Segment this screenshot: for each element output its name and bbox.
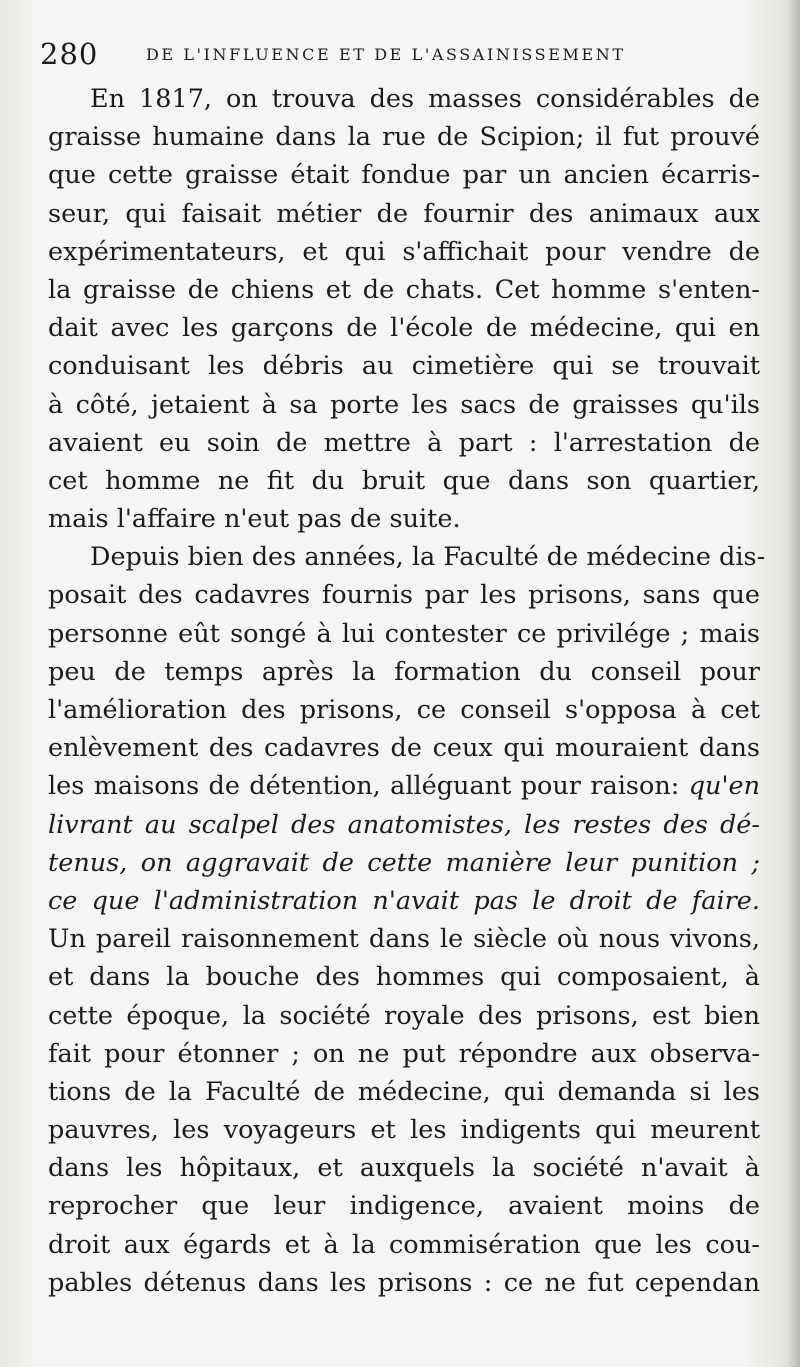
text-line xyxy=(48,767,760,805)
text-line-italic: qu'en xyxy=(688,771,760,802)
text-line: reprocher que leur indigence, avaient moins de xyxy=(48,1191,760,1222)
text-line: conduisant les débris au cimetière qui se trouvait xyxy=(48,351,760,382)
text-line: posait des cadavres fournis par les prisons, sans que xyxy=(48,580,760,611)
text-line: à côté, jetaient à sa porte les sacs de graisses qu'ils xyxy=(48,389,760,420)
text-line: peu de temps après la formation du conseil pour xyxy=(48,656,760,687)
text-line-italic: ce que l'administration n'avait pas le droit de faire. xyxy=(48,885,760,916)
text-line: mais l'affaire n'eut pas de suite. xyxy=(48,504,461,535)
text-line: seur, qui faisait métier de fournir des animaux aux xyxy=(48,198,760,229)
text-line: personne eût songé à lui contester ce privilége ; mais xyxy=(48,618,760,649)
text-line: expérimentateurs, et qui s'affichait pour vendre de xyxy=(48,236,760,267)
text-line: Depuis bien des années, la Faculté de médecine dis- xyxy=(90,542,766,573)
page-number: 280 xyxy=(40,37,99,71)
text-line: Un pareil raisonnement dans le siècle où nous vivons, xyxy=(48,924,760,955)
text-line: avaient eu soin de mettre à part : l'arrestation de xyxy=(48,427,760,458)
text-line: graisse humaine dans la rue de Scipion; il fut prouvé xyxy=(48,122,760,153)
text-line: dait avec les garçons de l'école de médecine, qui en xyxy=(48,313,760,344)
text-line-italic: tenus, on aggravait de cette manière leur punition ; xyxy=(48,847,760,878)
text-line: dans les hôpitaux, et auxquels la société n'avait à xyxy=(48,1153,760,1184)
text-line: et dans la bouche des hommes qui composaient, à xyxy=(48,962,760,993)
text-line: droit aux égards et à la commisération que les cou- xyxy=(48,1229,760,1260)
text-line-italic: livrant au scalpel des anatomistes, les restes des dé- xyxy=(48,809,760,840)
body-text xyxy=(48,80,766,1302)
text-line: que cette graisse était fondue par un ancien écarris- xyxy=(48,160,760,191)
text-line: la graisse de chiens et de chats. Cet homme s'enten- xyxy=(48,274,760,305)
text-line: l'amélioration des prisons, ce conseil s'opposa à cet xyxy=(48,695,760,725)
text-line: En 1817, on trouva des masses considérables de xyxy=(90,84,760,114)
text-line: cet homme ne fit du bruit que dans son quartier, xyxy=(48,465,760,496)
text-line: cette époque, la société royale des prisons, est bien xyxy=(48,1000,760,1031)
running-title: DE L'INFLUENCE ET DE L'ASSAINISSEMENT xyxy=(146,45,626,64)
page-edge-shadow xyxy=(786,0,800,1367)
text-line: pables détenus dans les prisons : ce ne fut cependan xyxy=(48,1267,760,1298)
page-header xyxy=(40,36,760,72)
text-line: fait pour étonner ; on ne put répondre aux observa- xyxy=(48,1038,760,1069)
text-line-roman: les maisons de détention, alléguant pour raison: xyxy=(48,771,680,802)
text-line: pauvres, les voyageurs et les indigents qui meurent xyxy=(48,1115,760,1146)
text-line: enlèvement des cadavres de ceux qui mouraient dans xyxy=(48,733,760,764)
text-line: tions de la Faculté de médecine, qui demanda si les xyxy=(48,1076,760,1107)
